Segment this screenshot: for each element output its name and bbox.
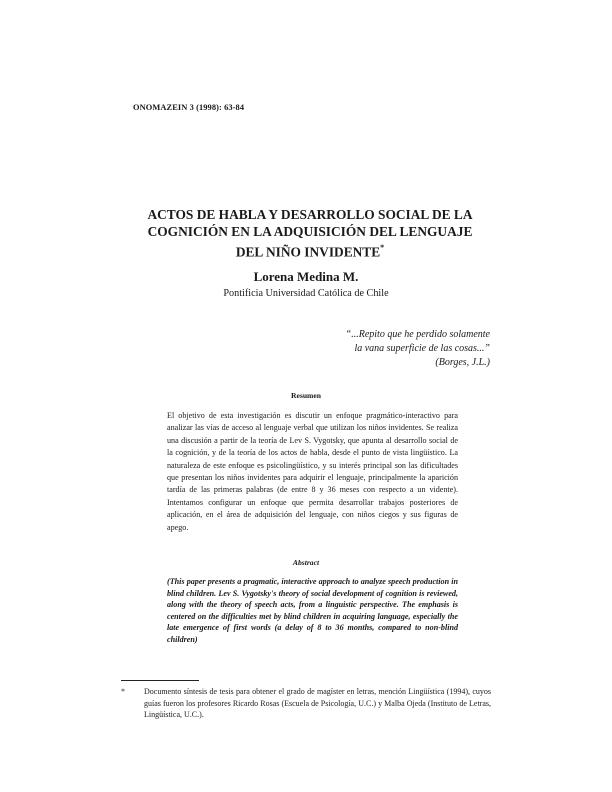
author-affiliation: Pontificia Universidad Católica de Chile — [223, 288, 389, 299]
resumen-text: El objetivo de esta investigación es discutir un enfoque pragmático-interactivo para analizar las vías de acceso al lenguaje verbal que utilizan los niños invidentes. Se realiza una discusión a partir de la teoría de Lev S. Vygotsky, que apunta al desarrollo social de la cognición, y de la teoría de los actos de habla, desde el punto de vista lingüístico. La naturaleza de este enfoque es psicolingüístico, y su interés principal son las dificultades que presentan los niños invidentes para adquirir el lenguaje, principalmente la aparición tardía de las primeras palabras (de entre 8 y 36 meses con respecto a un vidente). Intentamos configurar un enfoque que permita desarrollar trabajos posteriores de aplicación, en el área de adquisición del lenguaje, con niños ciegos y sus figuras de apego. — [167, 411, 458, 532]
epigraph-line-1: “...Repito que he perdido solamente — [345, 329, 490, 340]
epigraph-attribution: (Borges, J.L.) — [435, 357, 490, 368]
title-footnote-marker: * — [380, 243, 385, 252]
title-line-2: COGNICIÓN EN LA ADQUISICIÓN DEL LENGUAJE — [147, 224, 473, 239]
epigraph — [346, 328, 490, 370]
title-line-1: ACTOS DE HABLA Y DESARROLLO SOCIAL DE LA — [147, 207, 473, 222]
footnote — [121, 686, 491, 721]
title-line-3-text: DEL NIÑO INVIDENTE — [235, 244, 381, 260]
abstract-text: (This paper presents a pragmatic, interactive approach to analyze speech production in blind children. Lev S. Vygotsky's theory of social development of cognition is reviewed, along with the theory of speech acts, from a linguistic perspective. The emphasis is centered on the difficulties met by blind children in acquiring language, especially the late emergence of first words (a delay of 8 to 36 months, compared to non-blind children) — [167, 577, 458, 644]
resumen-heading: Resumen — [291, 391, 321, 400]
footnote-divider — [121, 680, 199, 681]
title-line-3 — [120, 240, 500, 260]
author-name: Lorena Medina M. — [253, 269, 359, 284]
abstract-heading: Abstract — [292, 558, 320, 567]
journal-header: ONOMAZEIN 3 (1998): 63-84 — [133, 103, 245, 112]
footnote-marker: * — [121, 687, 125, 696]
paper-title — [120, 206, 500, 260]
epigraph-line-2: la vana superficie de las cosas...” — [354, 343, 490, 354]
footnote-text: Documento síntesis de tesis para obtener el grado de magíster en letras, mención Lingüística (1994), cuyos guías fueron los profesores Ricardo Rosas (Escuela de Psicología, U.C.) y Malba Ojeda (Instituto de Letras, Lingüística, U.C.). — [144, 687, 491, 720]
